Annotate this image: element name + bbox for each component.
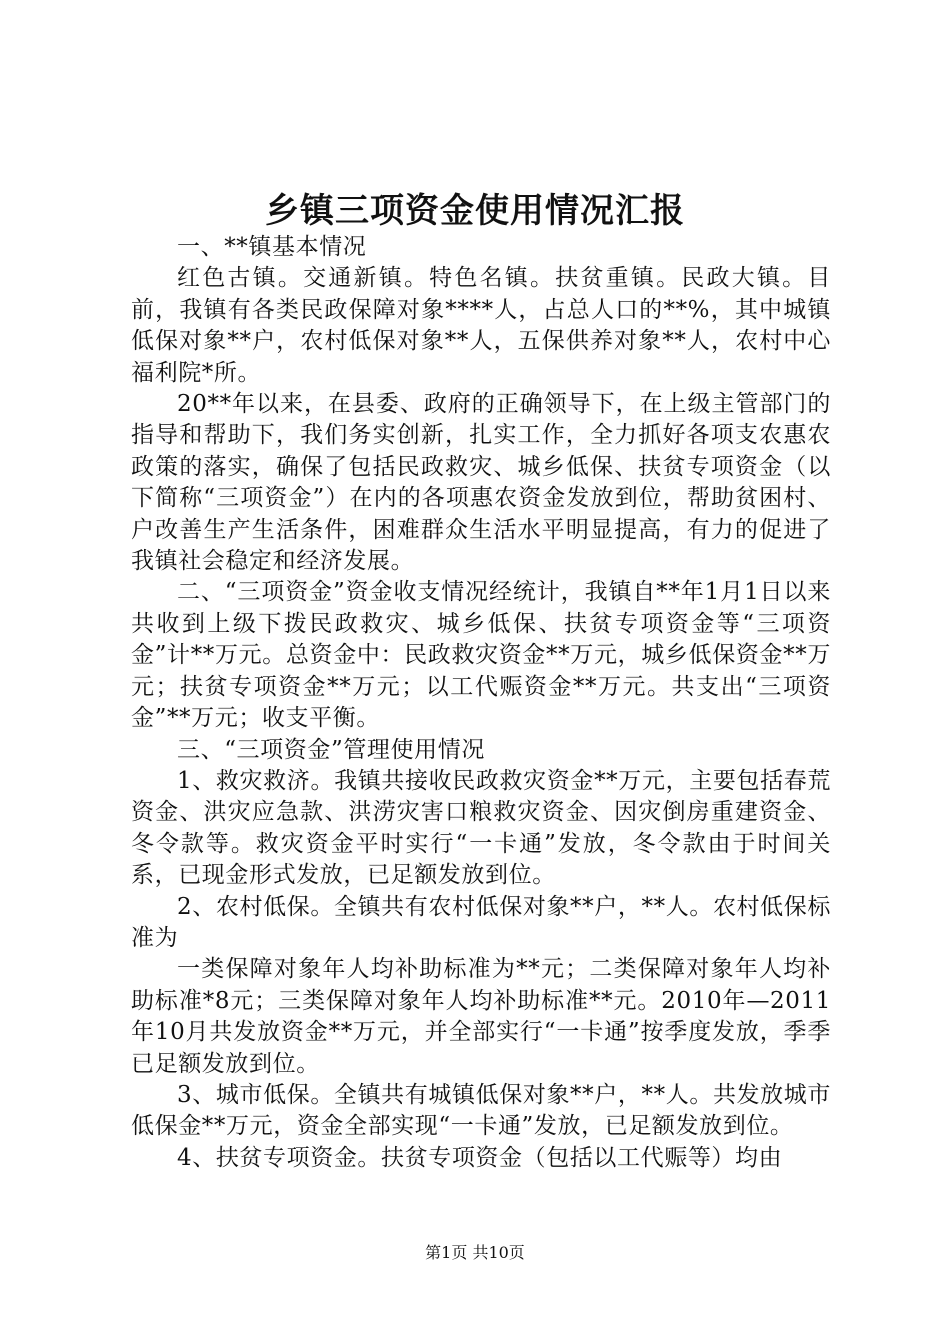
paragraph-subsidy-standards: 一类保障对象年人均补助标准为**元；二类保障对象年人均补助标准*8元；三类保障对象年人均补助标准**元。2010年—2011年10月共发放资金**万元，并全部实行“一卡通”按季度发放，季季已足额发放到位。 [131, 956, 831, 1077]
document-body [131, 232, 831, 1174]
paragraph-disaster-relief: 1、救灾救济。我镇共接收民政救灾资金**万元，主要包括春荒资金、洪灾应急款、洪涝灾害口粮救灾资金、因灾倒房重建资金、冬令款等。救灾资金平时实行“一卡通”发放，冬令款由于时间关系，已现金形式发放，已足额发放到位。 [131, 767, 831, 889]
paragraph-rural-minimum-living: 2、农村低保。全镇共有农村低保对象**户，**人。农村低保标准为 [131, 893, 831, 951]
page-number: 第1页 共10页 [425, 1243, 525, 1262]
paragraph-work-summary: 20**年以来，在县委、政府的正确领导下，在上级主管部门的指导和帮助下，我们务实创新，扎实工作，全力抓好各项支农惠农政策的落实，确保了包括民政救灾、城乡低保、扶贫专项资金（以下简称“三项资金”）在内的各项惠农资金发放到位，帮助贫困村、户改善生产生活条件，困难群众生活水平明显提高，有力的促进了我镇社会稳定和经济发展。 [131, 391, 831, 575]
section-heading-basic-info: 一、**镇基本情况 [177, 234, 367, 260]
paragraph-urban-minimum-living: 3、城市低保。全镇共有城镇低保对象**户，**人。共发放城市低保金**万元，资金全部实现“一卡通”发放，已足额发放到位。 [131, 1081, 831, 1140]
paragraph-town-overview: 红色古镇。交通新镇。特色名镇。扶贫重镇。民政大镇。目前，我镇有各类民政保障对象****人，占总人口的**%，其中城镇低保对象**户，农村低保对象**人，五保供养对象**人，农村中心福利院*所。 [131, 265, 831, 386]
document-title: 乡镇三项资金使用情况汇报 [265, 191, 685, 231]
section-heading-fund-management: 三、“三项资金”管理使用情况 [177, 736, 485, 763]
paragraph-fund-income-expense: 二、“三项资金”资金收支情况经统计，我镇自**年1月1日以来共收到上级下拨民政救灾、城乡低保、扶贫专项资金等“三项资金”计**万元。总资金中：民政救灾资金**万元，城乡低保资金**万元；扶贫专项资金**万元；以工代赈资金**万元。共支出“三项资金”**万元；收支平衡。 [131, 579, 831, 732]
paragraph-poverty-alleviation: 4、扶贫专项资金。扶贫专项资金（包括以工代赈等）均由 [177, 1144, 783, 1171]
